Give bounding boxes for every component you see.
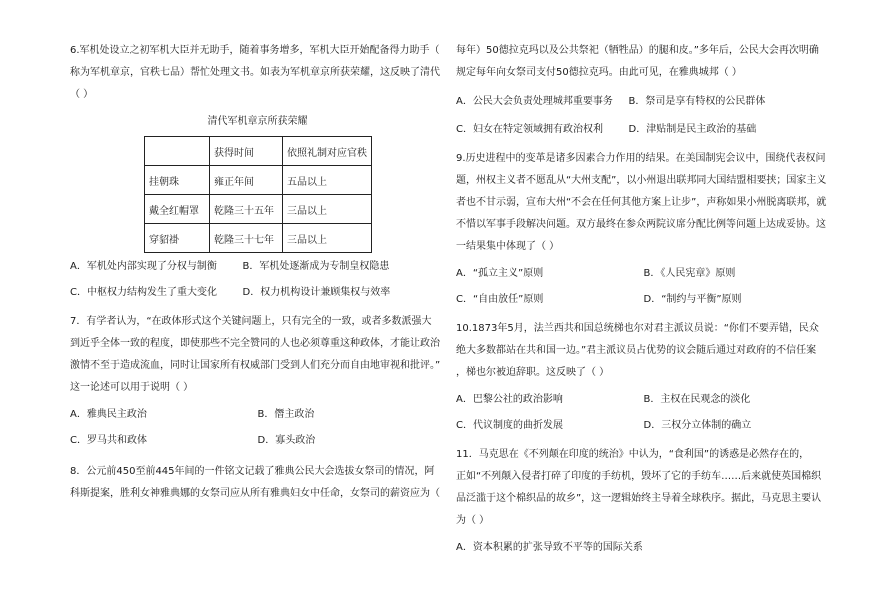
q6-line-3: （ ） bbox=[70, 89, 94, 100]
q7-option-c[interactable]: C．罗马共和政体 bbox=[70, 435, 147, 446]
q11-line-3: 品泛滥于这个棉织品的故乡”，这一逻辑始终主导着全球秩序。据此，马克思主要认 bbox=[456, 493, 822, 504]
q11-line-4: 为（ ） bbox=[456, 515, 490, 526]
q7-options-row-1 bbox=[70, 405, 445, 425]
q10-options-row-1 bbox=[456, 390, 831, 410]
q6-option-d[interactable]: D．权力机构设计兼顾集权与效率 bbox=[242, 287, 391, 298]
q8-line-2: 科斯提案，胜利女神雅典娜的女祭司应从所有雅典妇女中任命，女祭司的薪资应为（ bbox=[70, 488, 440, 499]
table-header-cell: 依照礼制对应官秩 bbox=[283, 137, 372, 166]
q10-line-3: ，梯也尔被迫辞职。这反映了（ ） bbox=[456, 367, 610, 378]
q9-options-row-1 bbox=[456, 264, 831, 284]
q8-options-row-1 bbox=[456, 92, 831, 112]
q7-line-2: 到近乎全体一致的程度，即使那些不完全赞同的人也必须尊重这种政体，才能让政治 bbox=[70, 338, 440, 349]
q8-cont-line-1: 每年）50德拉克玛以及公共祭祀（牺牲品）的腿和皮。”多年后，公民大会再次明确 bbox=[456, 45, 819, 56]
table-cell: 雍正年间 bbox=[210, 166, 283, 195]
table-row bbox=[145, 166, 372, 195]
q7-line-4: 这一论述可以用于说明（ ） bbox=[70, 382, 194, 393]
q10-options-row-2 bbox=[456, 416, 831, 436]
q11-options-row-1 bbox=[456, 538, 831, 558]
q6-line-1: 6.军机处设立之初军机大臣并无助手，随着事务增多，军机大臣开始配备得力助手（ bbox=[70, 45, 440, 56]
table-cell: 乾隆三十七年 bbox=[210, 224, 283, 253]
table-cell: 三品以上 bbox=[283, 195, 372, 224]
q7-option-b[interactable]: B．僭主政治 bbox=[257, 409, 315, 420]
q9-option-d[interactable]: D．“制约与平衡”原则 bbox=[643, 294, 742, 305]
q8-line-1: 8．公元前450至前445年间的一件铭文记载了雅典公民大会选拔女祭司的情况，阿 bbox=[70, 466, 435, 477]
q6-line-2: 称为军机章京，官秩七品）帮忙处理文书。如表为军机章京所获荣耀，这反映了清代 bbox=[70, 67, 440, 78]
q7-line-3: 激情不至于造成流血，同时让国家所有权威部门受到人们充分而自由地审视和批评。” bbox=[70, 360, 441, 371]
honors-table bbox=[144, 136, 372, 253]
q6-option-a[interactable]: A．军机处内部实现了分权与制衡 bbox=[70, 261, 217, 272]
q10-line-2: 绝大多数都站在共和国一边。”君主派议员占优势的议会随后通过对政府的不信任案 bbox=[456, 345, 817, 356]
question-10 bbox=[456, 318, 831, 436]
question-9 bbox=[456, 148, 831, 310]
question-8-continued bbox=[456, 40, 831, 140]
q10-option-c[interactable]: C．代议制度的曲折发展 bbox=[456, 420, 563, 431]
q10-line-1: 10.1873年5月，法兰西共和国总统梯也尔对君主派议员说：“你们不要弄错，民众 bbox=[456, 323, 819, 334]
left-column bbox=[70, 40, 445, 505]
q9-line-4: 不惜以军事手段解决问题。双方最终在参众两院议席分配比例等问题上达成妥协。这 bbox=[456, 219, 826, 230]
q6-options-row-2 bbox=[70, 283, 445, 303]
q6-option-b[interactable]: B．军机处逐渐成为专制皇权隐患 bbox=[242, 261, 390, 272]
q7-options-row-2 bbox=[70, 431, 445, 451]
table-row bbox=[145, 195, 372, 224]
q11-line-1: 11．马克思在《不列颠在印度的统治》中认为，“食利国”的诱惑是必然存在的， bbox=[456, 449, 810, 460]
table-header-row bbox=[145, 137, 372, 166]
q8-options-row-2 bbox=[456, 120, 831, 140]
q9-option-c[interactable]: C．“自由放任”原则 bbox=[456, 294, 544, 305]
table-cell: 戴全红帽罩 bbox=[145, 195, 210, 224]
q6-option-c[interactable]: C．中枢权力结构发生了重大变化 bbox=[70, 287, 217, 298]
question-6 bbox=[70, 40, 445, 303]
q7-line-1: 7．有学者认为，“在政体形式这个关键问题上，只有完全的一致，或者多数派强大 bbox=[70, 316, 432, 327]
q10-option-a[interactable]: A．巴黎公社的政治影响 bbox=[456, 394, 563, 405]
table-cell: 三品以上 bbox=[283, 224, 372, 253]
q8-option-d[interactable]: D．津贴制是民主政治的基础 bbox=[628, 124, 757, 135]
q9-option-a[interactable]: A．“孤立主义”原则 bbox=[456, 268, 544, 279]
q9-line-5: 一结果集中体现了（ ） bbox=[456, 241, 560, 252]
table-header-cell: 获得时间 bbox=[210, 137, 283, 166]
q9-options-row-2 bbox=[456, 290, 831, 310]
q8-option-c[interactable]: C．妇女在特定领域拥有政治权利 bbox=[456, 124, 603, 135]
q11-line-2: 正如“不列颠入侵者打碎了印度的手纺机，毁坏了它的手纺车……后来就使英国棉织 bbox=[456, 471, 822, 482]
table-header-cell bbox=[145, 137, 210, 166]
q10-option-b[interactable]: B．主权在民观念的淡化 bbox=[643, 394, 751, 405]
q9-line-1: 9.历史进程中的变革是诸多因素合力作用的结果。在美国制宪会议中，围绕代表权问 bbox=[456, 153, 826, 164]
table-cell: 穿貂褂 bbox=[145, 224, 210, 253]
q10-option-d[interactable]: D．三权分立体制的确立 bbox=[643, 420, 752, 431]
question-8 bbox=[70, 461, 445, 505]
q8-cont-line-2: 规定每年向女祭司支付50德拉克玛。由此可见，在雅典城邦（ ） bbox=[456, 67, 742, 78]
table-cell: 五品以上 bbox=[283, 166, 372, 195]
right-column bbox=[456, 40, 831, 558]
q6-table-title: 清代军机章京所获荣耀 bbox=[207, 116, 308, 127]
q11-option-a[interactable]: A．资本积累的扩张导致不平等的国际关系 bbox=[456, 542, 643, 553]
q8-option-a[interactable]: A．公民大会负责处理城邦重要事务 bbox=[456, 96, 613, 107]
q9-option-b[interactable]: B．《人民宪章》原则 bbox=[643, 268, 736, 279]
table-cell: 乾隆三十五年 bbox=[210, 195, 283, 224]
q8-option-b[interactable]: B．祭司是享有特权的公民群体 bbox=[628, 96, 766, 107]
q7-option-a[interactable]: A．雅典民主政治 bbox=[70, 409, 147, 420]
q9-line-3: 者也不甘示弱，宣布大州“不会在任何其他方案上让步”，声称如果小州脱离联邦，就 bbox=[456, 197, 827, 208]
table-row bbox=[145, 224, 372, 253]
question-11 bbox=[456, 444, 831, 558]
q9-line-2: 题，州权主义者不愿乱从“大州支配”，以小州退出联邦同大国结盟相要挟；国家主义 bbox=[456, 175, 827, 186]
q6-options-row-1 bbox=[70, 257, 445, 277]
question-7 bbox=[70, 311, 445, 451]
q7-option-d[interactable]: D．寡头政治 bbox=[257, 435, 316, 446]
table-cell: 挂朝珠 bbox=[145, 166, 210, 195]
